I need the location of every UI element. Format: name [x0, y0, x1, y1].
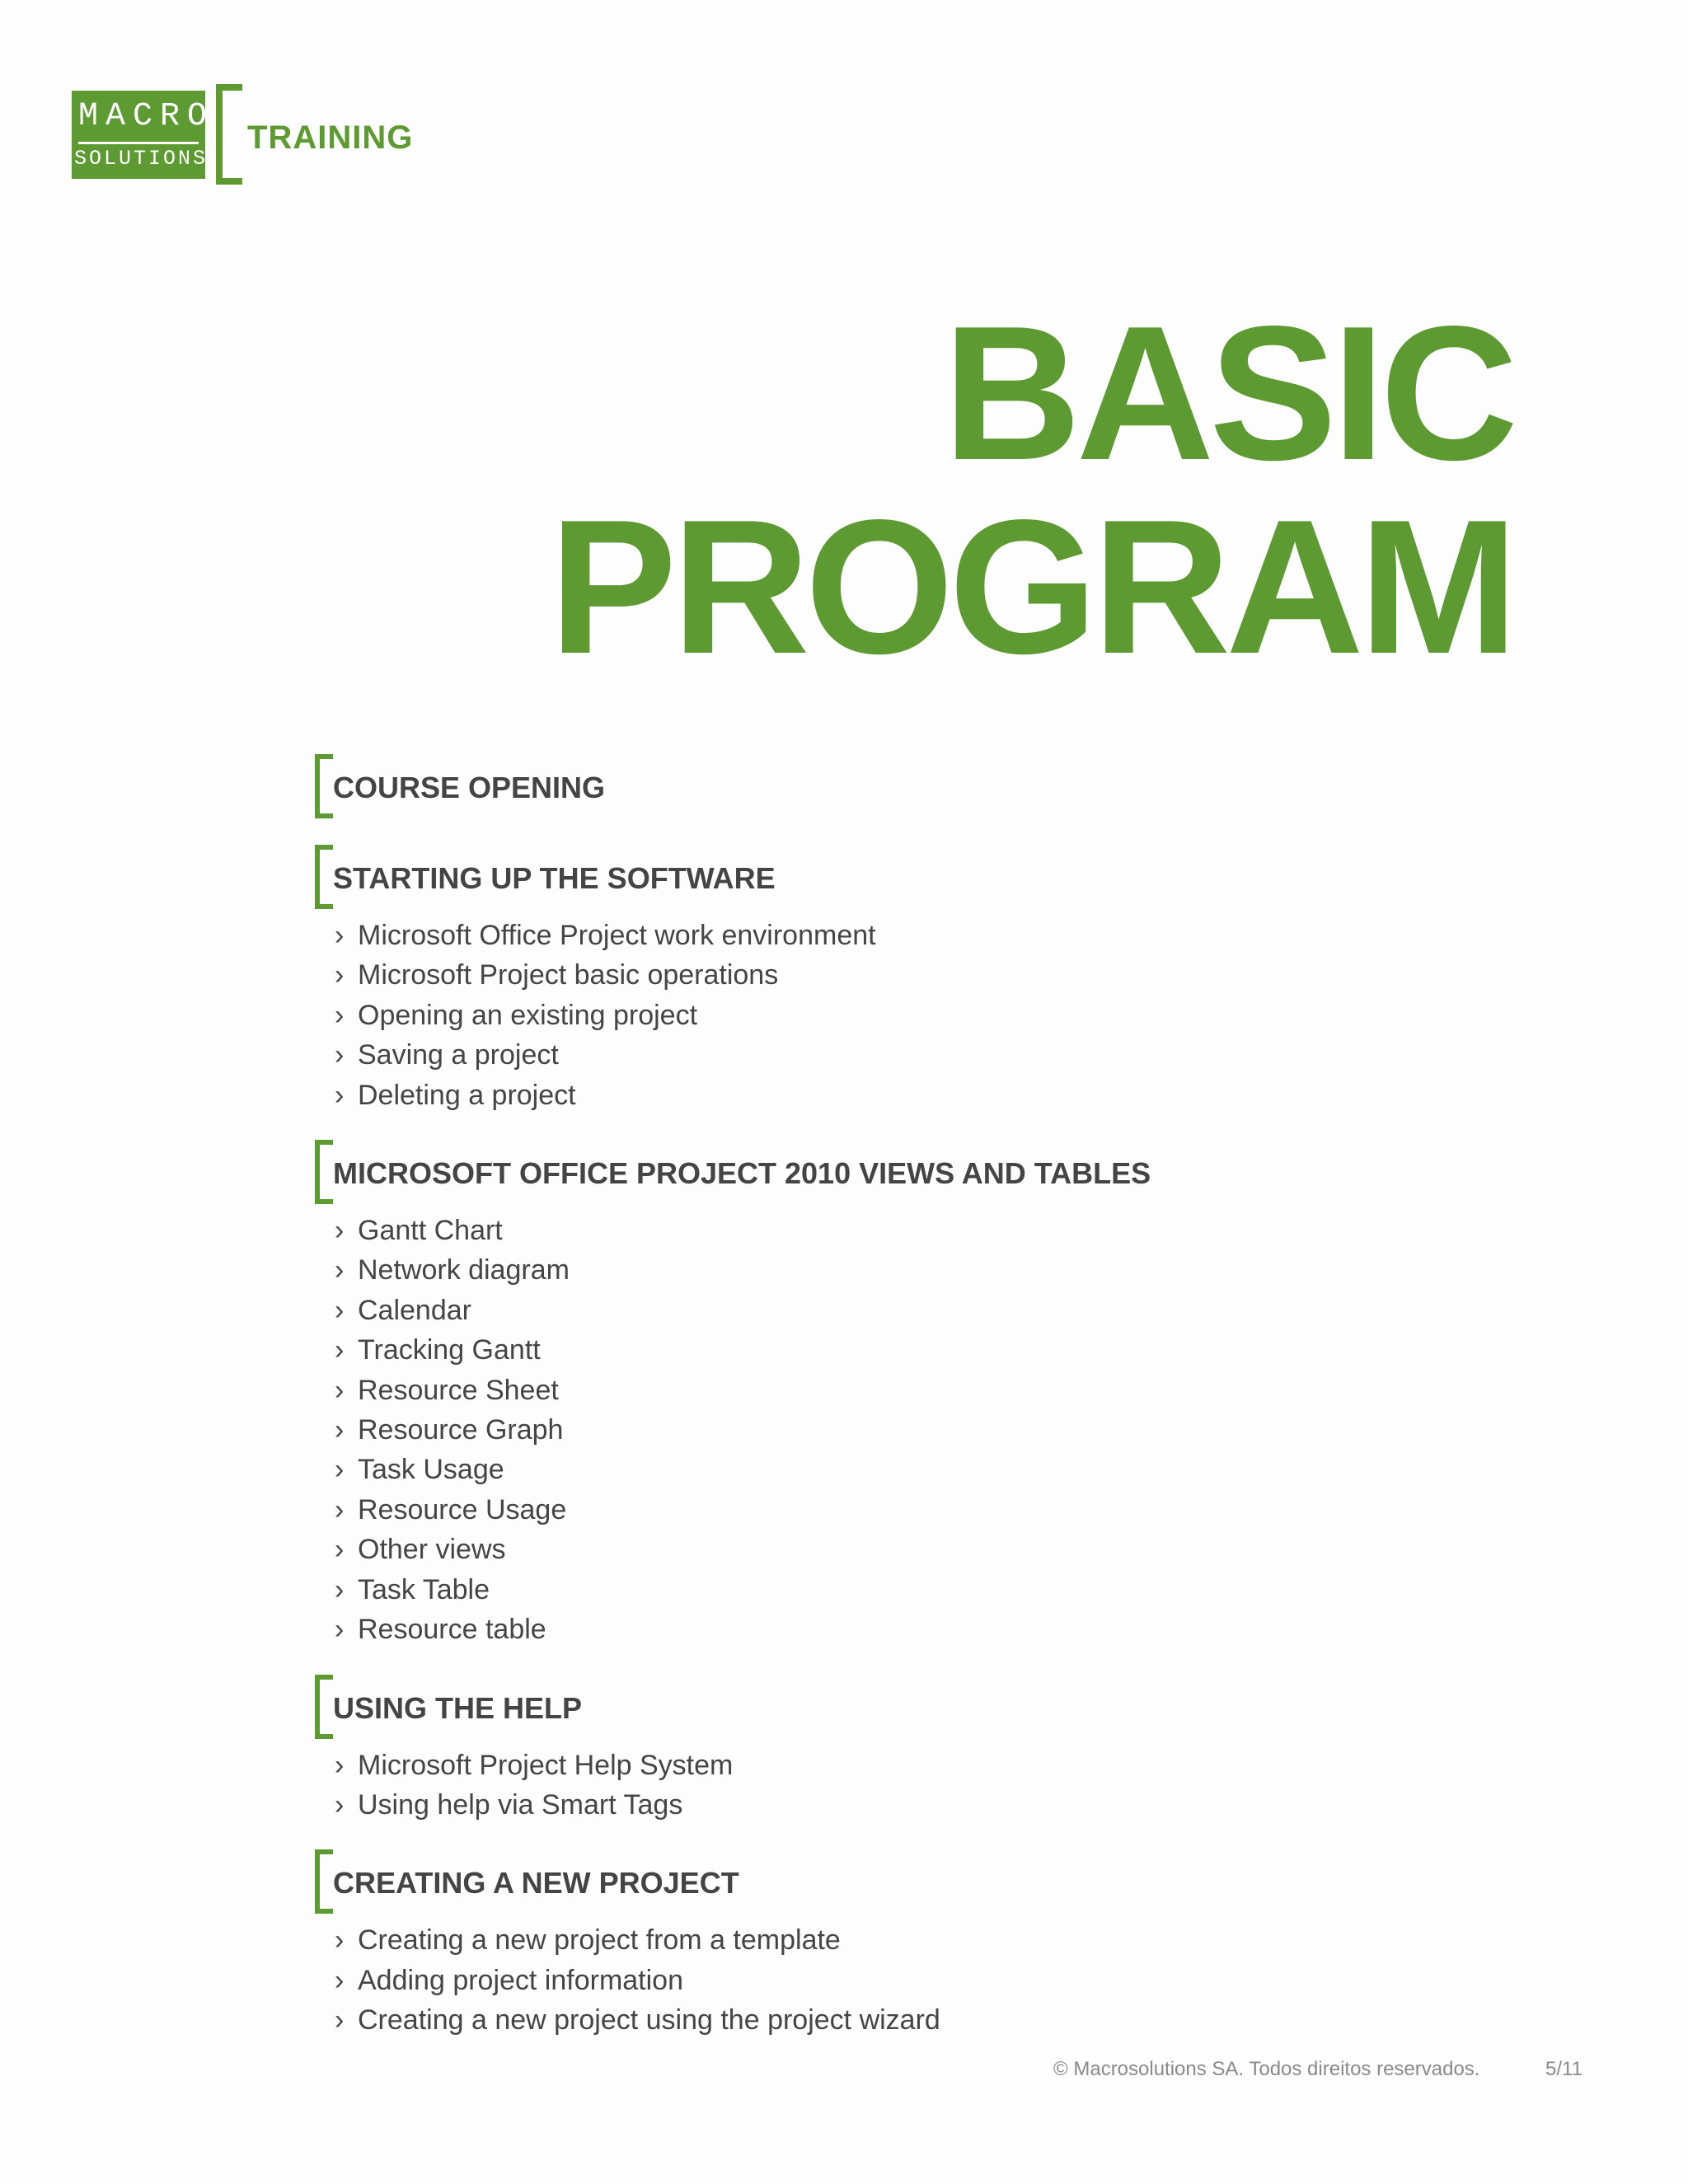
list-item [335, 2000, 1469, 2040]
chevron-right-icon: › [335, 1964, 345, 1996]
logo-divider [78, 142, 199, 144]
list-item [335, 955, 1469, 995]
section-title: COURSE OPENING [333, 771, 606, 804]
section-header [315, 1140, 1469, 1206]
list-item-text: Calendar [358, 1294, 471, 1326]
bracket-icon [315, 754, 333, 818]
section-title: STARTING UP THE SOFTWARE [333, 861, 776, 895]
list-item-text: Resource Sheet [358, 1374, 559, 1406]
list-item-text: Task Usage [358, 1454, 504, 1486]
section-title: USING THE HELP [333, 1690, 583, 1725]
list-item-text: Other views [358, 1534, 506, 1566]
chevron-right-icon: › [335, 999, 345, 1031]
list-item-text: Microsoft Project Help System [358, 1749, 734, 1781]
list-item [335, 1490, 1469, 1530]
chevron-right-icon: › [335, 1534, 345, 1566]
section-item-list [315, 1920, 1469, 2040]
list-item [335, 1530, 1469, 1569]
list-item-text: Using help via Smart Tags [358, 1788, 683, 1821]
footer-copyright: © Macrosolutions SA. Todos direitos reservados. [1053, 2058, 1480, 2080]
section-item-list [315, 1746, 1469, 1825]
list-item [335, 1371, 1469, 1410]
list-item-text: Microsoft Office Project work environment [358, 920, 876, 951]
list-item [335, 1570, 1469, 1610]
bracket-icon [315, 1140, 333, 1204]
chevron-right-icon: › [335, 959, 345, 991]
list-item [335, 1746, 1469, 1785]
chevron-right-icon: › [335, 1454, 345, 1486]
chevron-right-icon: › [335, 1334, 345, 1366]
list-item [335, 1076, 1469, 1115]
list-item-text: Creating a new project from a template [358, 1924, 841, 1957]
section-header [315, 754, 1469, 820]
list-item [335, 1410, 1469, 1450]
program-sections [315, 754, 1469, 2065]
chevron-right-icon: › [335, 1215, 345, 1247]
logo-training-label: TRAINING [247, 120, 414, 156]
chevron-right-icon: › [335, 1614, 345, 1646]
list-item [335, 996, 1469, 1035]
chevron-right-icon: › [335, 1749, 345, 1781]
chevron-right-icon: › [335, 1414, 345, 1446]
section-header [315, 845, 1469, 911]
chevron-right-icon: › [335, 920, 345, 951]
list-item [335, 1610, 1469, 1649]
list-item [335, 1450, 1469, 1489]
list-item-text: Gantt Chart [358, 1215, 503, 1247]
chevron-right-icon: › [335, 2004, 345, 2036]
chevron-right-icon: › [335, 1788, 345, 1821]
list-item-text: Tracking Gantt [358, 1334, 541, 1366]
chevron-right-icon: › [335, 1924, 345, 1957]
list-item-text: Network diagram [358, 1254, 570, 1286]
section-header [315, 1849, 1469, 1915]
bracket-icon [315, 1849, 333, 1914]
section-item-list [315, 1211, 1469, 1649]
list-item-text: Opening an existing project [358, 999, 698, 1031]
bracket-icon [315, 845, 333, 909]
section-item-list [315, 916, 1469, 1115]
company-logo [72, 91, 215, 179]
list-item [335, 1785, 1469, 1825]
list-item-text: Resource Graph [358, 1414, 564, 1446]
chevron-right-icon: › [335, 1039, 345, 1071]
list-item-text: Task Table [358, 1573, 490, 1605]
list-item [335, 1035, 1469, 1075]
list-item-text: Resource Usage [358, 1493, 567, 1526]
section-header [315, 1675, 1469, 1741]
title-line-2: PROGRAM [549, 480, 1513, 694]
chevron-right-icon: › [335, 1573, 345, 1605]
logo-solutions-text: SOLUTIONS [74, 147, 209, 171]
section-starting-up [315, 845, 1469, 1115]
chevron-right-icon: › [335, 1254, 345, 1286]
section-title: MICROSOFT OFFICE PROJECT 2010 VIEWS AND TABLES [333, 1156, 1151, 1191]
chevron-right-icon: › [335, 1493, 345, 1526]
list-item [335, 1920, 1469, 1960]
section-views-and-tables [315, 1140, 1469, 1649]
list-item-text: Creating a new project using the project wizard [358, 2004, 940, 2036]
logo-bracket-icon [216, 84, 242, 185]
chevron-right-icon: › [335, 1294, 345, 1326]
list-item-text: Adding project information [358, 1964, 684, 1996]
list-item [335, 1250, 1469, 1290]
list-item [335, 1330, 1469, 1370]
section-using-the-help [315, 1675, 1469, 1825]
list-item-text: Resource table [358, 1614, 546, 1646]
bracket-icon [315, 1675, 333, 1739]
section-creating-new-project [315, 1849, 1469, 2040]
chevron-right-icon: › [335, 1374, 345, 1406]
list-item-text: Deleting a project [358, 1079, 576, 1111]
section-course-opening [315, 754, 1469, 820]
title-line-1: BASIC [943, 287, 1513, 500]
page-number: 5/11 [1545, 2058, 1582, 2080]
page-title [549, 287, 1513, 694]
list-item-text: Microsoft Project basic operations [358, 959, 779, 991]
list-item-text: Saving a project [358, 1039, 559, 1071]
chevron-right-icon: › [335, 1079, 345, 1111]
section-title: CREATING A NEW PROJECT [333, 1866, 739, 1900]
list-item [335, 916, 1469, 955]
list-item [335, 1291, 1469, 1330]
logo-macro-text: MACRO [78, 98, 215, 135]
list-item [335, 1211, 1469, 1250]
list-item [335, 1961, 1469, 2000]
